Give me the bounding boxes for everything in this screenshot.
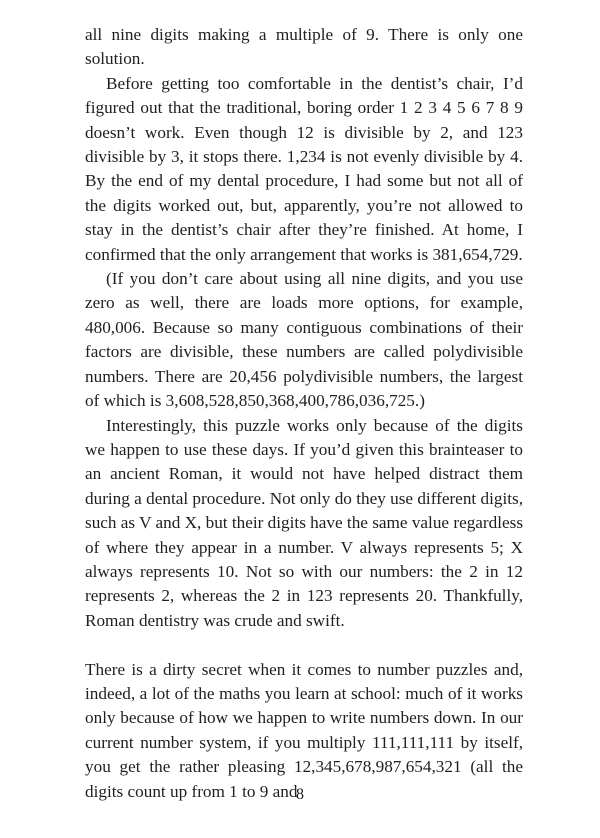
- paragraph-dentist-chair: Before getting too comfortable in the dentist’s chair, I’d figured out that the traditional, boring order 1 2 3 4 5 6 7 8 9 doesn’t work. Even though 12 is divisible by 2, and 123 divisible by 3, it stops there. 1,234 is not evenly divisible by 4. By the end of my dental procedure, I had some but not all of the digits worked out, but, apparently, you’re not allowed to stay in the dentist’s chair after they’re finished. At home, I confirmed that the only arrangement that works is 381,654,729.: [85, 73, 523, 264]
- page-number: 8: [296, 786, 304, 803]
- paragraph-roman-numerals: Interestingly, this puzzle works only because of the digits we happen to use these days. If you’d given this brainteaser to an ancient Roman, it would not have helped distract them during a dental procedure. Not only do they use different digits, such as V and X, but their digits have the same value regardless of where they appear in a number. V always represents 5; X always represents 10. Not so with our numbers: the 2 in 12 represents 2, whereas the 2 in 123 represents 20. Thankfully, Roman dentistry was crude and swift.: [85, 415, 524, 630]
- page-body: [85, 23, 523, 804]
- paragraph-continuation: all nine digits making a multiple of 9. There is only one solution.: [85, 25, 523, 69]
- paragraph-dirty-secret: There is a dirty secret when it comes to number puzzles and, indeed, a lot of the maths you learn at school: much of it works only because of how we happen to write numbers down. In our current number system, if you multiply 111,111,111 by itself, you get the rather pleasing 12,345,678,987,654,321 (all the digits count up from 1 to 9 and: [85, 659, 523, 801]
- paragraph-polydivisible: (If you don’t care about using all nine digits, and you use zero as well, there are loads more options, for example, 480,006. Because so many contiguous combinations of their factors are divisible, these numbers are called polydivisible numbers. There are 20,456 polydivisible numbers, the largest of which is 3,608,528,850,368,400,786,036,725.): [85, 269, 523, 411]
